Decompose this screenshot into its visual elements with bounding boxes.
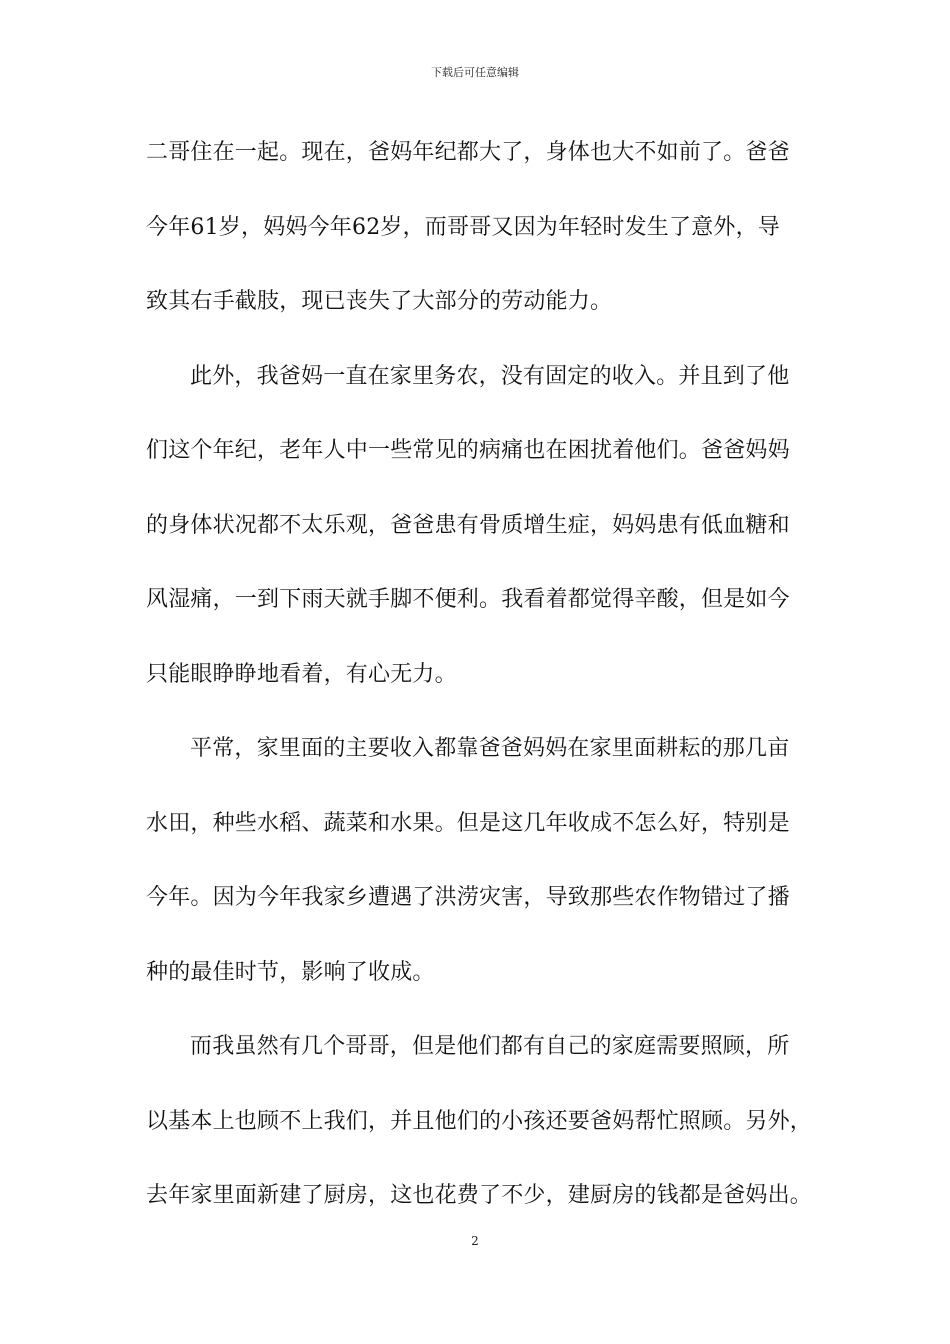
- paragraph-first-line: 此外，我爸妈一直在家里务农，没有固定的收入。并且到了他: [190, 363, 790, 389]
- body-text: [146, 132, 813, 1250]
- page-number: 2: [471, 1234, 479, 1248]
- paragraph-first-line: 而我虽然有几个哥哥，但是他们都有自己的家庭需要照顾，所: [190, 1034, 790, 1059]
- text-line: 二哥住在一起。现在，爸妈年纪都大了，身体也大不如前了。爸爸: [146, 140, 790, 165]
- paragraph-first-line: 平常，家里面的主要收入都靠爸爸妈妈在家里面耕耘的那几亩: [190, 736, 790, 761]
- text-line: 风湿痛，一到下雨天就手脚不便利。我看着都觉得辛酸，但是如今: [146, 587, 790, 612]
- text-line: 今年。因为今年我家乡遭遇了洪涝灾害，导致那些农作物错过了播: [146, 885, 790, 910]
- text-line: 只能眼睁睁地看着，有心无力。: [146, 661, 457, 687]
- text-line: 今年61岁，妈妈今年62岁，而哥哥又因为年轻时发生了意外，导: [146, 214, 780, 240]
- text-line: 种的最佳时节，影响了收成。: [146, 959, 435, 985]
- page-header: 下载后可任意编辑: [431, 66, 519, 79]
- text-line: 致其右手截肢，现已丧失了大部分的劳动能力。: [146, 289, 613, 314]
- text-line: 们这个年纪，老年人中一些常见的病痛也在困扰着他们。爸爸妈妈: [146, 438, 790, 463]
- text-line: 去年家里面新建了厨房，这也花费了不少，建厨房的钱都是爸妈出。: [146, 1183, 813, 1208]
- text-line: 以基本上也顾不上我们，并且他们的小孩还要爸妈帮忙照顾。另外，: [146, 1108, 813, 1134]
- text-line: 水田，种些水稻、蔬菜和水果。但是这几年收成不怎么好，特别是: [146, 810, 790, 836]
- text-line: 的身体状况都不太乐观，爸爸患有骨质增生症，妈妈患有低血糖和: [146, 512, 790, 538]
